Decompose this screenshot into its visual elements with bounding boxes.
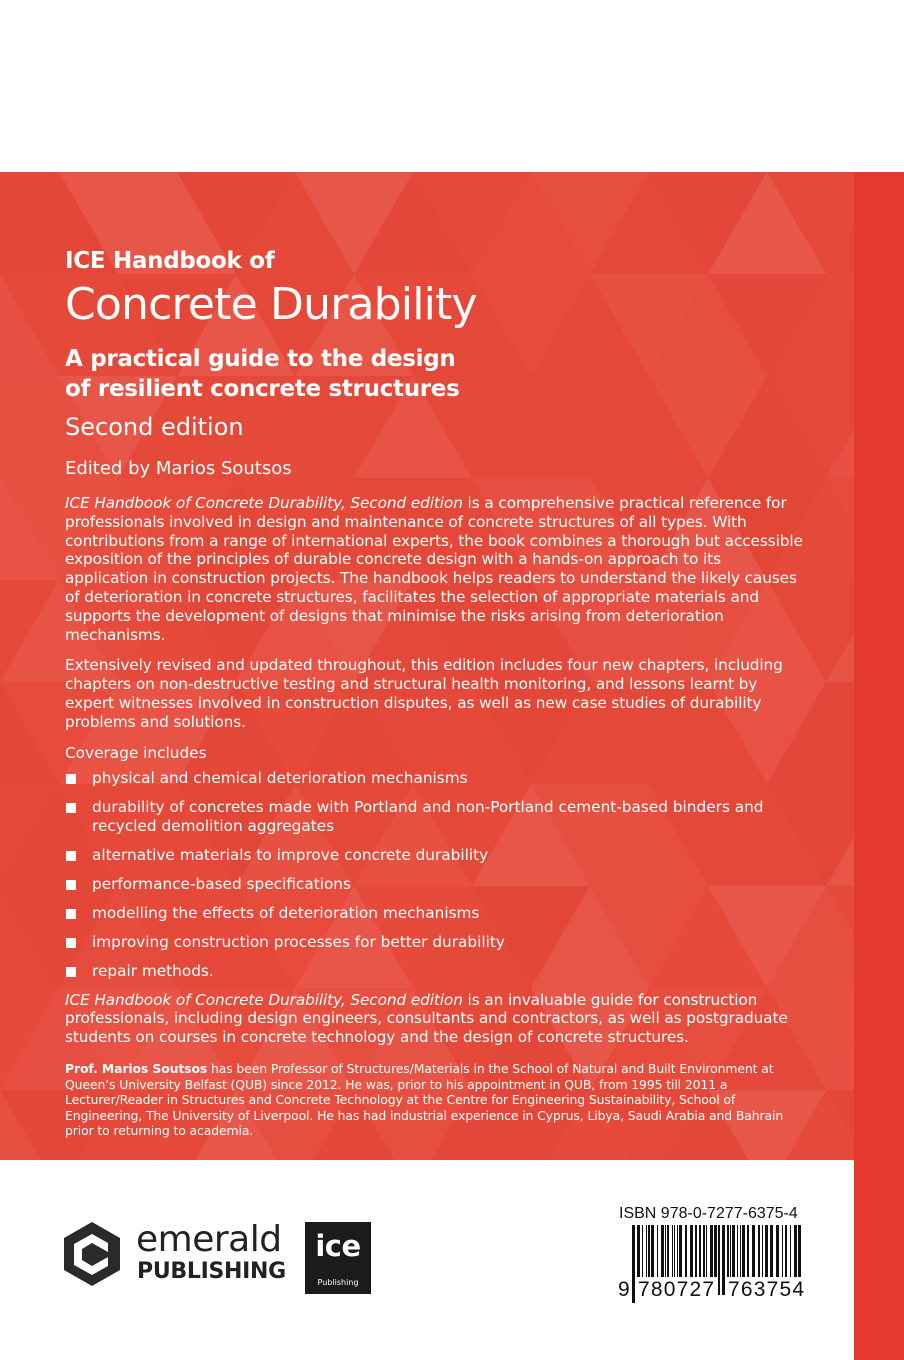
description-paragraph-3 [65,991,805,1047]
coverage-item-text: physical and chemical deterioration mechanisms [92,768,468,787]
description-paragraph-1 [65,494,805,644]
book-title-italic: ICE Handbook of Concrete Durability, Second edition [65,494,463,512]
description-text: is a comprehensive practical reference for professionals involved in design and maintenance of concrete structures of all types. With contributions from a range of international experts, the book combines a thorough but accessible exposition of the principles of durable concrete design with a hands-on approach to its application in construction projects. The handbook helps readers to understand the likely causes of deterioration in concrete structures, facilitates the selection of appropriate materials and supports the development of designs that minimise the risks arising from deterioration mechanisms. [65,494,803,644]
coverage-item [65,904,805,923]
subtitle-line-1: A practical guide to the design [65,346,456,372]
spine-edge [854,172,904,1360]
coverage-heading: Coverage includes [65,743,207,762]
emerald-publishing-label: PUBLISHING [137,1259,286,1284]
coverage-item [65,798,805,836]
edition-label: Second edition [65,413,244,441]
coverage-item-text: improving construction processes for better durability [92,932,505,951]
coverage-item [65,875,805,894]
editor-credit: Edited by Marios Soutsos [65,458,292,479]
bullet-square-icon [66,880,76,890]
coverage-list [65,769,805,981]
bullet-square-icon [66,803,76,813]
description-paragraph-2: Extensively revised and updated throughout, this edition includes four new chapters, including chapters on non-destructive testing and structural health monitoring, and lessons learnt by expert witnesses involved in construction disputes, as well as new case studies of durability problems and solutions. [65,656,783,731]
bullet-square-icon [66,967,76,977]
series-title: ICE Handbook of [65,248,275,274]
bullet-square-icon [66,774,76,784]
isbn-label: ISBN 978-0-7277-6375-4 [619,1205,798,1222]
coverage-item-text: durability of concretes made with Portland and non-Portland cement-based binders and recycled demolition aggregates [92,797,764,835]
author-bio-text: has been Professor of Structures/Materials in the School of Natural and Built Environment at Queen’s University Belfast (QUB) since 2012. He was, prior to his appointment in QUB, from 1995 till 2011 a Lecturer/Reader in Structures and Concrete Technology at the Centre for Engineering Sustainability, School of Engineering, The University of Liverpool. He has had industrial experience in Cyprus, Libya, Saudi Arabia and Bahrain prior to returning to academia. [65,1060,784,1139]
author-name: Prof. Marios Soutsos [65,1060,208,1076]
bullet-square-icon [66,909,76,919]
book-title: Concrete Durability [65,279,477,330]
description-text: is an invaluable guide for construction professionals, including design engineers, consultants and contractors, as well as postgraduate students on courses in concrete technology and the design of concrete structures. [65,990,788,1047]
coverage-item-text: repair methods. [92,961,214,980]
emerald-wordmark: emerald [136,1219,282,1260]
coverage-item-text: alternative materials to improve concrete durability [92,845,489,864]
back-cover-panel [0,172,854,1160]
barcode-digits-group-1: 780727 [638,1278,716,1301]
subtitle-line-2: of resilient concrete structures [65,376,460,402]
coverage-item [65,933,805,952]
bullet-square-icon [66,938,76,948]
book-title-italic: ICE Handbook of Concrete Durability, Second edition [65,990,463,1009]
coverage-item-text: modelling the effects of deterioration mechanisms [92,903,480,922]
barcode-digit-first: 9 [618,1278,630,1301]
ice-publishing-logo [305,1222,371,1294]
cover-text-block [65,244,805,1139]
ice-publishing-label: Publishing [317,1278,359,1287]
book-subtitle [65,344,805,404]
barcode-digits [618,1277,810,1305]
coverage-item [65,846,805,865]
ice-wordmark: ice [315,1229,361,1263]
coverage-item [65,962,805,981]
coverage-item-text: performance-based specifications [92,874,351,893]
coverage-item [65,769,805,788]
emerald-logo-icon [64,1222,120,1286]
top-margin [0,0,904,172]
barcode-digits-group-2: 763754 [728,1278,806,1301]
bullet-square-icon [66,851,76,861]
author-bio [65,1061,805,1139]
